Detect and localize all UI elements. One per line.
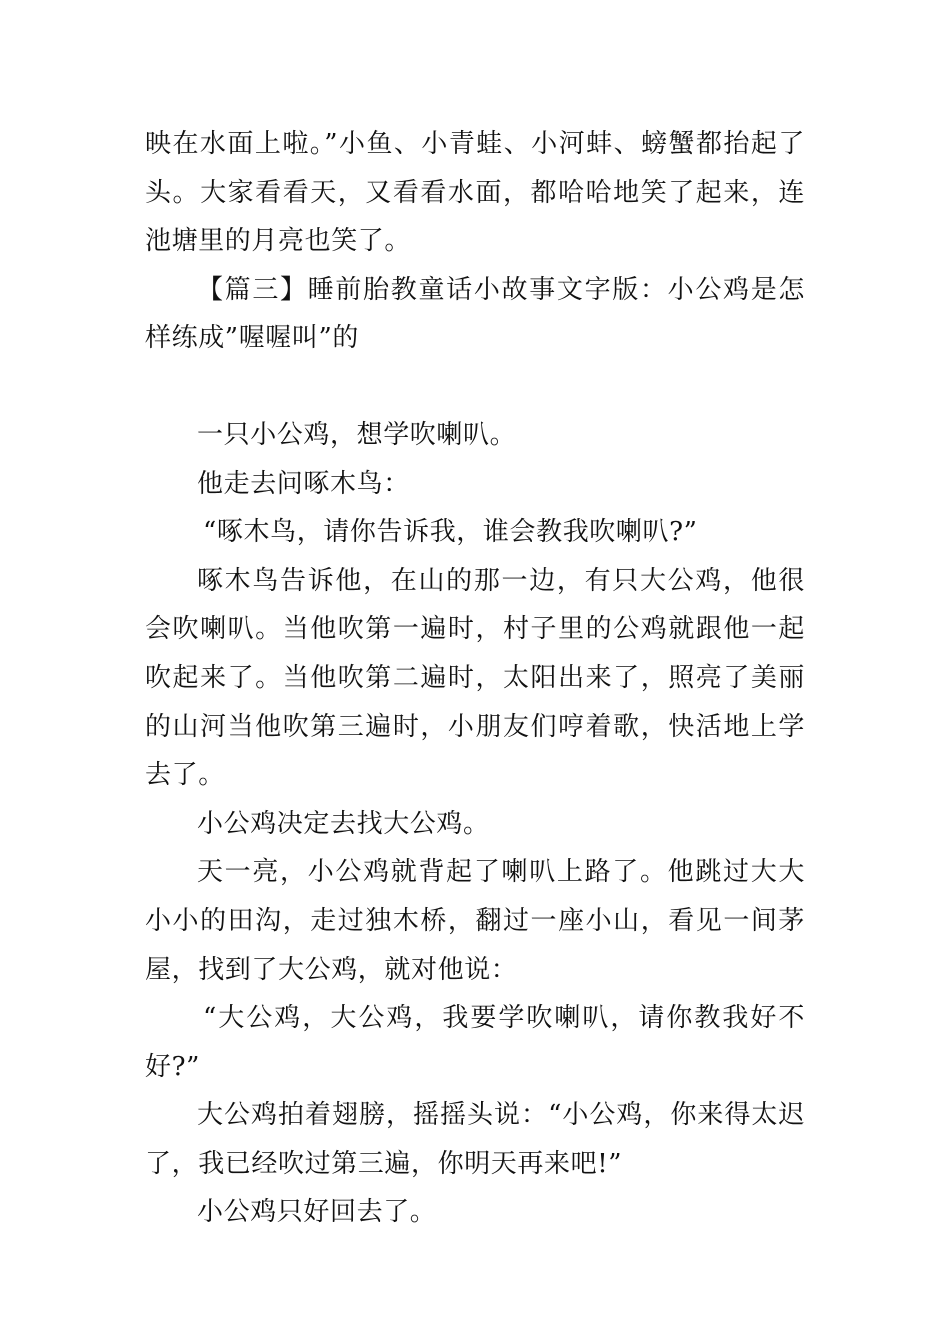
paragraph-7: 小公鸡决定去找大公鸡。 <box>197 808 490 839</box>
section-heading: 【篇三】睡前胎教童话小故事文字版：小公鸡是怎样练成”喔喔叫”的 <box>145 274 805 354</box>
paragraph-6: 啄木鸟告诉他，在山的那一边，有只大公鸡，他很会吹喇叭。当他吹第一遍时，村子里的公鸡就跟他一起吹起来了。当他吹第二遍时，太阳出来了，照亮了美丽的山河当他吹第三遍时，小朋友们哼着歌，快活地上学去了。 <box>145 565 805 791</box>
paragraph-8: 天一亮，小公鸡就背起了喇叭上路了。他跳过大大小小的田沟，走过独木桥，翻过一座小山，看见一间茅屋，找到了大公鸡，就对他说： <box>145 857 805 985</box>
paragraph-1: 映在水面上啦。”小鱼、小青蛙、小河蚌、螃蟹都抬起了头。大家看看天，又看看水面，都哈哈地笑了起来，连池塘里的月亮也笑了。 <box>145 129 805 257</box>
paragraph-5: “啄木鸟，请你告诉我，谁会教我吹喇叭?” <box>203 517 698 548</box>
blank-line <box>145 363 805 411</box>
paragraph-11: 小公鸡只好回去了。 <box>197 1197 437 1228</box>
document-page <box>145 120 805 1237</box>
paragraph-3: 一只小公鸡，想学吹喇叭。 <box>197 419 517 450</box>
paragraph-4: 他走去问啄木鸟： <box>197 468 410 499</box>
paragraph-10: 大公鸡拍着翅膀，摇摇头说：“小公鸡，你来得太迟了，我已经吹过第三遍，你明天再来吧!” <box>145 1100 805 1179</box>
paragraph-9: “大公鸡，大公鸡，我要学吹喇叭，请你教我好不好?” <box>145 1003 805 1082</box>
